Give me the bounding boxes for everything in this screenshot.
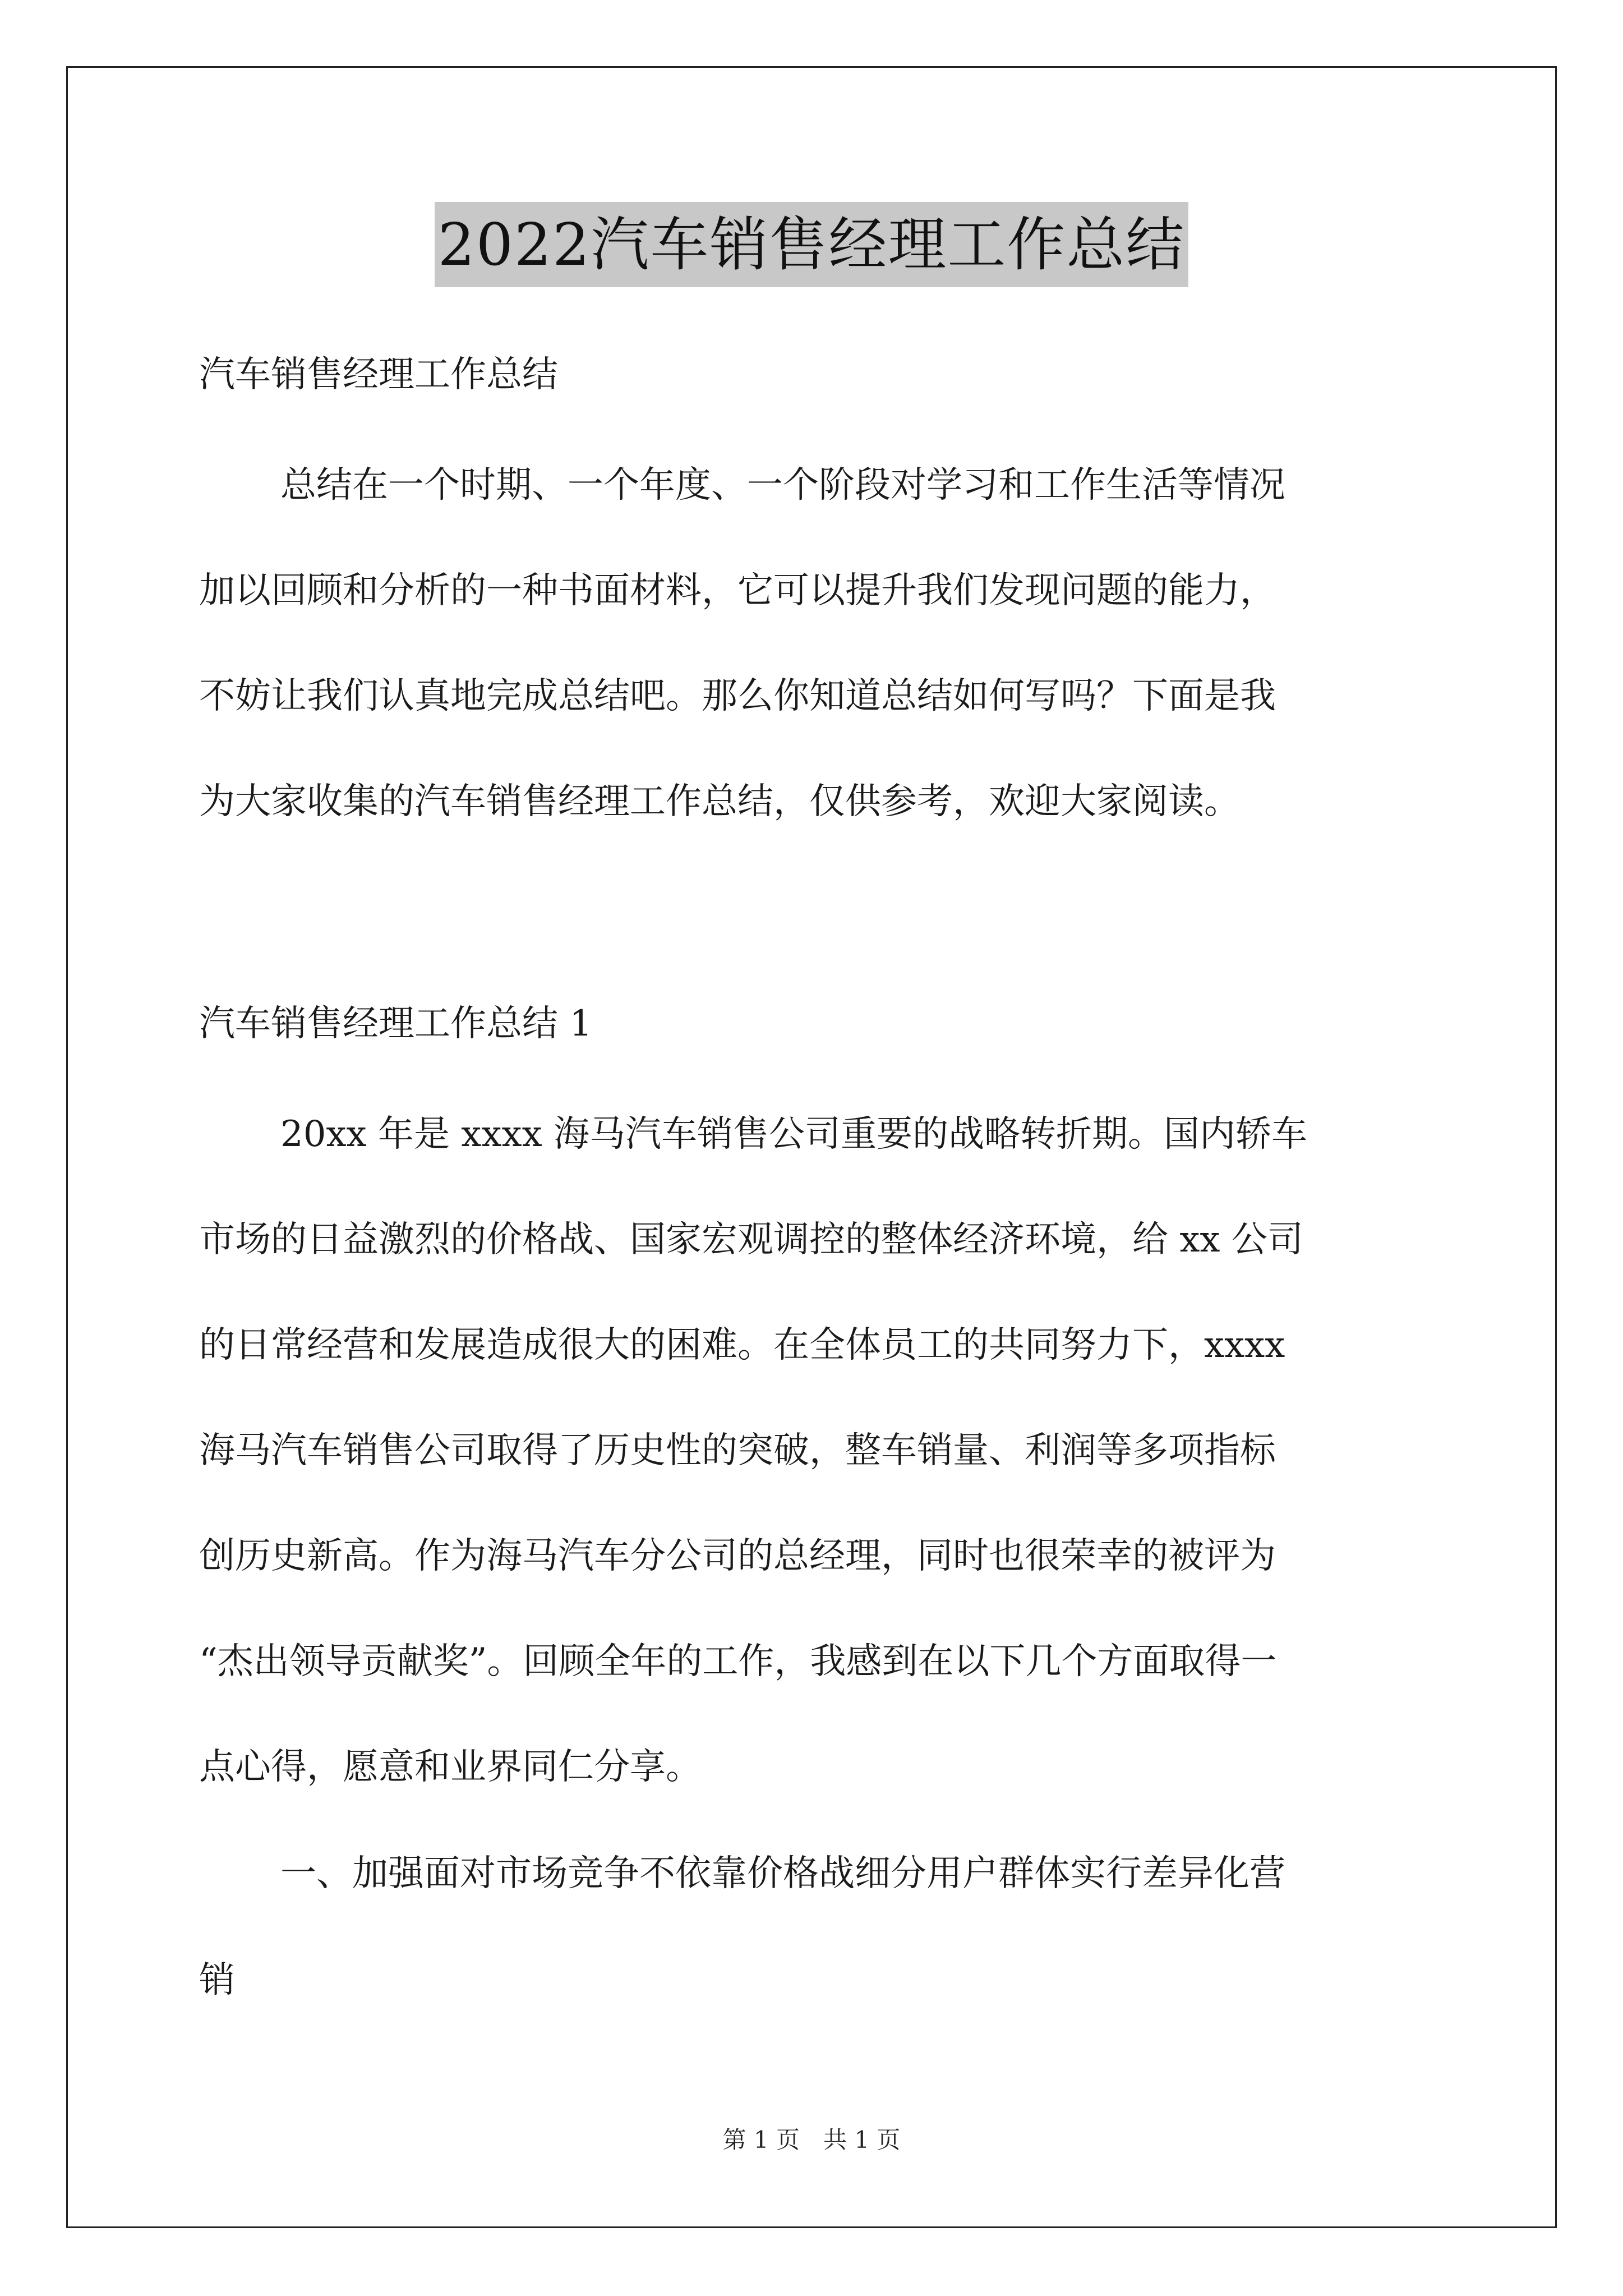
body-line: “杰出领导贡献奖”。回顾全年的工作，我感到在以下几个方面取得一 (199, 1641, 1277, 1682)
point-line: 一、加强面对市场竞争不依靠价格战细分用户群体实行差异化营 (280, 1853, 1285, 1894)
body-line: 市场的日益激烈的价格战、国家宏观调控的整体经济环境，给 xx 公司 (199, 1219, 1303, 1260)
intro-line: 为大家收集的汽车销售经理工作总结，仅供参考，欢迎大家阅读。 (199, 781, 1240, 822)
section-heading: 汽车销售经理工作总结 1 (199, 1003, 593, 1045)
document-title: 2022汽车销售经理工作总结 (435, 202, 1189, 287)
title-block (0, 202, 1623, 287)
body-line: 的日常经营和发展造成很大的困难。在全体员工的共同努力下，xxxx (199, 1324, 1285, 1366)
body-line: 创历史新高。作为海马汽车分公司的总经理，同时也很荣幸的被评为 (199, 1535, 1276, 1577)
page-footer: 第 1 页 共 1 页 (722, 2126, 901, 2154)
intro-line: 不妨让我们认真地完成总结吧。那么你知道总结如何写吗？下面是我 (199, 675, 1276, 717)
intro-line: 加以回顾和分析的一种书面材料，它可以提升我们发现问题的能力， (199, 570, 1276, 611)
point-line: 销 (199, 1959, 235, 2001)
body-line: 海马汽车销售公司取得了历史性的突破，整车销量、利润等多项指标 (199, 1430, 1276, 1471)
subtitle: 汽车销售经理工作总结 (199, 354, 558, 395)
body-line: 20xx 年是 xxxx 海马汽车销售公司重要的战略转折期。国内轿车 (280, 1114, 1308, 1155)
intro-line: 总结在一个时期、一个年度、一个阶段对学习和工作生活等情况 (280, 464, 1285, 506)
body-line: 点心得，愿意和业界同仁分享。 (199, 1746, 702, 1788)
